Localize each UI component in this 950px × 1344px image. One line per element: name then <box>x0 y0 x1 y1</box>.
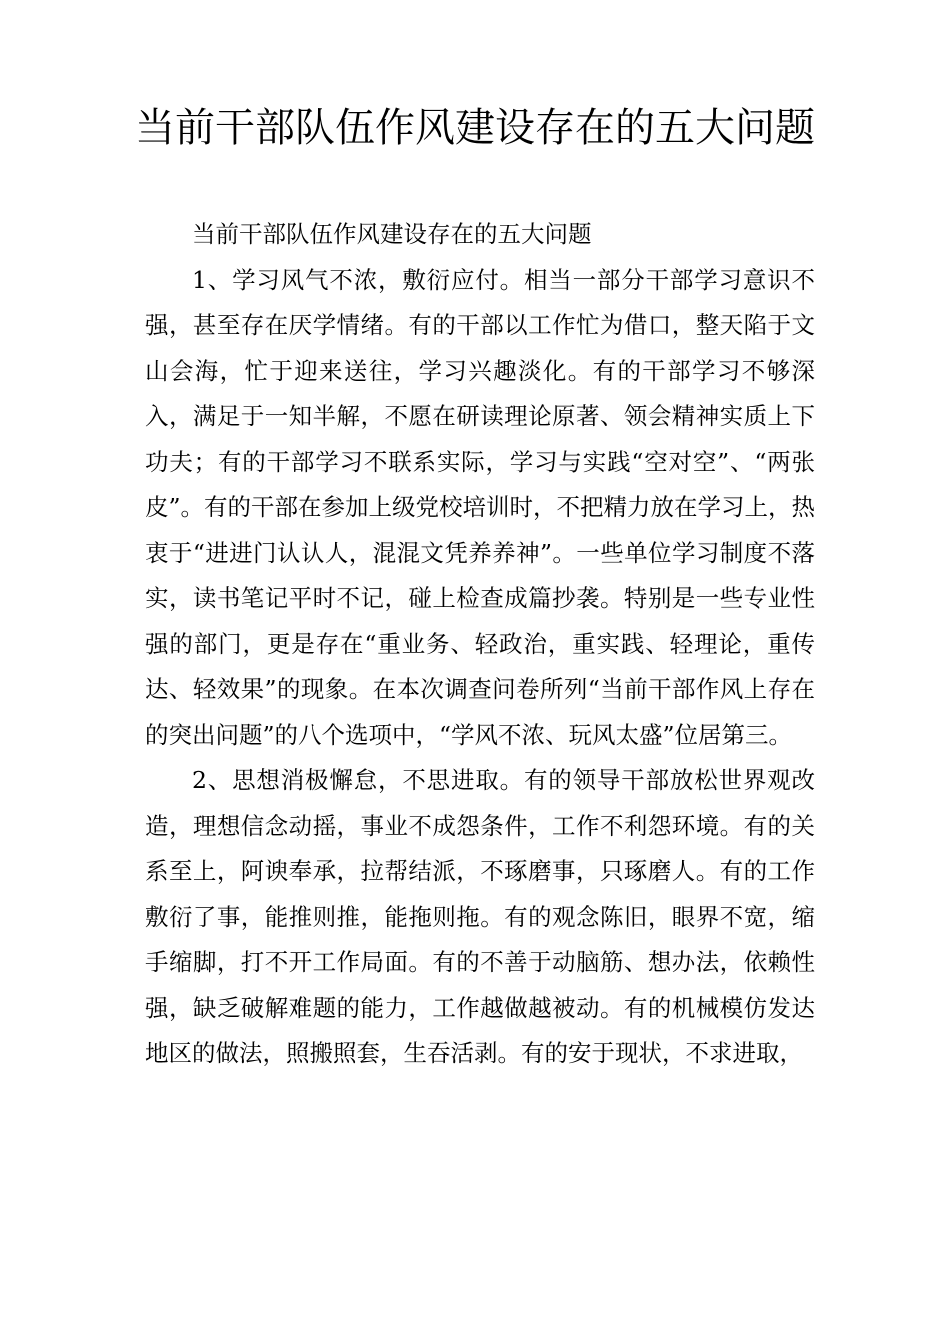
document-body <box>145 212 815 1077</box>
paragraph-heading: 当前干部队伍作风建设存在的五大问题 <box>192 220 592 248</box>
paragraph-point-2: 2、思想消极懈怠，不思进取。有的领导干部放松世界观改造，理想信念动摇，事业不成怨条件，工作不利怨环境。有的关系至上，阿谀奉承，拉帮结派，不琢磨事，只琢磨人。有的工作敷衍了事，能推则推，能拖则拖。有的观念陈旧，眼界不宽，缩手缩脚，打不开工作局面。有的不善于动脑筋、想办法，依赖性强，缺乏破解难题的能力，工作越做越被动。有的机械模仿发达地区的做法，照搬照套，生吞活剥。有的安于现状，不求进取， <box>145 766 815 1067</box>
document-title: 当前干部队伍作风建设存在的五大问题 <box>135 105 815 151</box>
paragraph-point-1: 1、学习风气不浓，敷衍应付。相当一部分干部学习意识不强，甚至存在厌学情绪。有的干部以工作忙为借口，整天陷于文山会海，忙于迎来送往，学习兴趣淡化。有的干部学习不够深入，满足于一知半解，不愿在研读理论原著、领会精神实质上下功夫；有的干部学习不联系实际，学习与实践“空对空”、“两张皮”。有的干部在参加上级党校培训时，不把精力放在学习上，热衷于“进进门认认人，混混文凭养养神”。一些单位学习制度不落实，读书笔记平时不记，碰上检查成篇抄袭。特别是一些专业性强的部门，更是存在“重业务、轻政治，重实践、轻理论，重传达、轻效果”的现象。在本次调查问卷所列“当前干部作风上存在的突出问题”的八个选项中，“学风不浓、玩风太盛”位居第三。 <box>145 265 816 749</box>
